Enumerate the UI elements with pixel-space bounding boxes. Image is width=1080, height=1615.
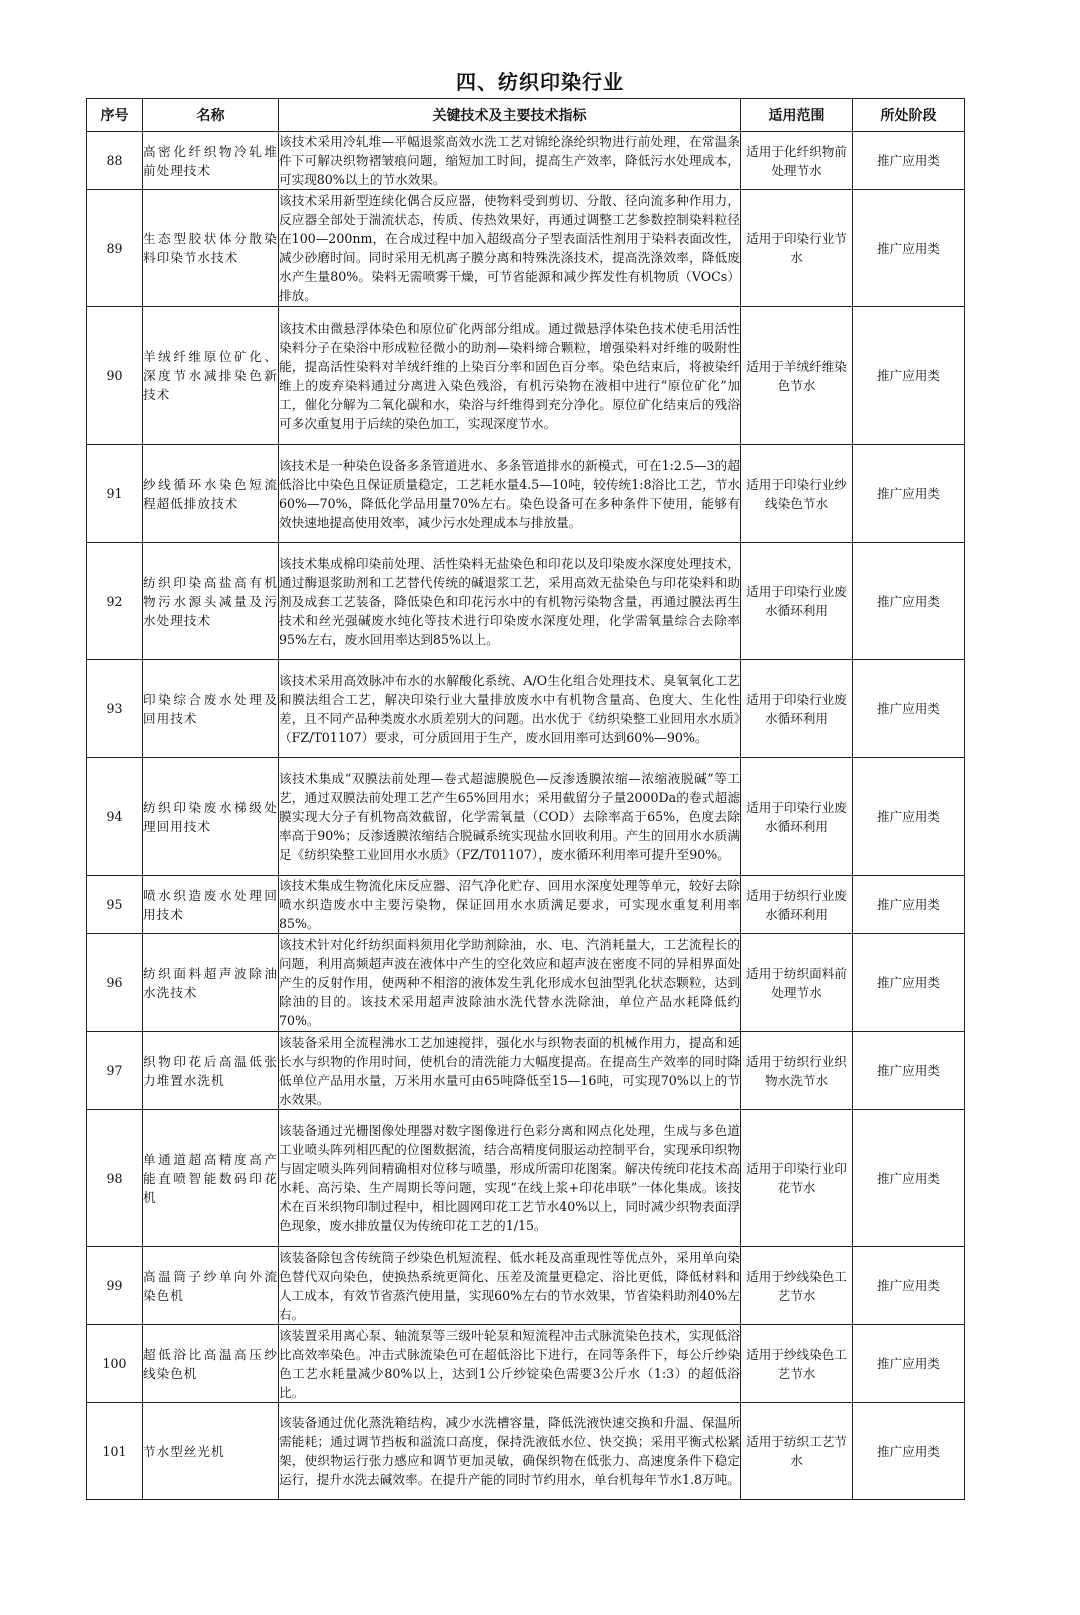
table-row <box>87 1403 965 1500</box>
tech-name: 喷水织造废水处理回用技术 <box>143 876 279 934</box>
row-number: 100 <box>87 1325 143 1403</box>
tech-name: 织物印花后高温低张力堆置水洗机 <box>143 1032 279 1110</box>
header-no: 序号 <box>87 99 143 132</box>
tech-scope: 适用于印染行业印花节水 <box>741 1110 853 1247</box>
tech-stage: 推广应用类 <box>853 132 965 190</box>
tech-description: 该技术采用新型连续化偶合反应器，使物料受到剪切、分散、径向流多种作用力，反应器全部处于湍流状态，传质、传热效果好，再通过调整工艺参数控制染料粒径在100—200nm，在合成过程中加入超级高分子型表面活性剂用于染料表面改性，减少砂磨时间。同时采用无机离子膜分离和特殊洗涤技术，提高洗涤效率，降低废水产生量80%。染料无需喷雾干燥，可节省能源和减少挥发性有机物质（VOCs）排放。 <box>279 190 741 307</box>
tech-scope: 适用于纺织面料前处理节水 <box>741 934 853 1032</box>
tech-description: 该装置采用离心泵、轴流泵等三级叶轮泵和短流程冲击式脉流染色技术，实现低浴比高效率染色。冲击式脉流染色可在超低浴比下进行，在同等条件下，每公斤纱染色工艺水耗量减少80%以上，达到1公斤纱锭染色需要3公斤水（1:3）的超低浴比。 <box>279 1325 741 1403</box>
row-number: 98 <box>87 1110 143 1247</box>
tech-stage: 推广应用类 <box>853 758 965 876</box>
tech-stage: 推广应用类 <box>853 543 965 660</box>
tech-description: 该装备采用全流程沸水工艺加速搅拌，强化水与织物表面的机械作用力，提高和延长水与织物的作用时间，使机台的清洗能力大幅度提高。在提高生产效率的同时降低单位产品用水量，万米用水量可由65吨降低至15—16吨，可实现70%以上的节水效果。 <box>279 1032 741 1110</box>
tech-name: 高温筒子纱单向外流染色机 <box>143 1247 279 1325</box>
tech-name: 节水型丝光机 <box>143 1403 279 1500</box>
row-number: 95 <box>87 876 143 934</box>
tech-name: 羊绒纤维原位矿化、深度节水减排染色新技术 <box>143 307 279 445</box>
tech-scope: 适用于印染行业纱线染色节水 <box>741 445 853 543</box>
tech-description: 该技术集成生物流化床反应器、沼气净化贮存、回用水深度处理等单元，较好去除喷水织造废水中主要污染物，保证回用水水质满足要求，可实现水重复利用率85%。 <box>279 876 741 934</box>
tech-scope: 适用于印染行业节水 <box>741 190 853 307</box>
tech-description: 该技术由微悬浮体染色和原位矿化两部分组成。通过微悬浮体染色技术使毛用活性染料分子在染浴中形成粒径微小的助剂—染料缔合颗粒，增强染料对纤维的吸附性能，提高活性染料对羊绒纤维的上染百分率和固色百分率。染色结束后，将被染纤维上的废弃染料通过分离进入染色残浴，有机污染物在液相中进行“原位矿化”加工，催化分解为二氧化碳和水，染浴与纤维得到充分净化。原位矿化结束后的残浴可多次重复用于后续的染色加工，实现深度节水。 <box>279 307 741 445</box>
tech-scope: 适用于纺织工艺节水 <box>741 1403 853 1500</box>
tech-scope: 适用于印染行业废水循环利用 <box>741 758 853 876</box>
row-number: 89 <box>87 190 143 307</box>
tech-name: 纺织印染废水梯级处理回用技术 <box>143 758 279 876</box>
tech-stage: 推广应用类 <box>853 660 965 758</box>
tech-stage: 推广应用类 <box>853 307 965 445</box>
tech-scope: 适用于印染行业废水循环利用 <box>741 660 853 758</box>
tech-description: 该技术针对化纤纺织面料须用化学助剂除油，水、电、汽消耗量大，工艺流程长的问题，利用高频超声波在液体中产生的空化效应和超声波在密度不同的异相界面处产生的反射作用，使两种不相溶的液体发生乳化形成水包油型乳化状态颗粒，达到除油的目的。该技术采用超声波除油水洗代替水洗除油，单位产品水耗降低约70%。 <box>279 934 741 1032</box>
row-number: 88 <box>87 132 143 190</box>
tech-scope: 适用于纱线染色工艺节水 <box>741 1247 853 1325</box>
tech-scope: 适用于纱线染色工艺节水 <box>741 1325 853 1403</box>
tech-name: 超低浴比高温高压纱线染色机 <box>143 1325 279 1403</box>
tech-description: 该装备通过优化蒸洗箱结构，减少水洗槽容量，降低洗液快速交换和升温、保温所需能耗；通过调节挡板和溢流口高度，保持洗液低水位、快交换；采用平衡式松紧架，使织物运行张力感应和调节更加灵敏，确保织物在低张力、高速度条件下稳定运行，提升水洗去碱效率。在提升产能的同时节约用水，单台机每年节水1.8万吨。 <box>279 1403 741 1500</box>
header-name: 名称 <box>143 99 279 132</box>
tech-description: 该技术是一种染色设备多条管道进水、多条管道排水的新模式，可在1:2.5—3的超低浴比中染色且保证质量稳定，工艺耗水量4.5—10吨，较传统1:8浴比工艺，节水60%—70%，降低化学品用量70%左右。染色设备可在多种条件下使用，能够有效快速地提高使用效率，减少污水处理成本与排放量。 <box>279 445 741 543</box>
table-row <box>87 1325 965 1403</box>
table-row <box>87 934 965 1032</box>
header-stage: 所处阶段 <box>853 99 965 132</box>
table-row <box>87 1247 965 1325</box>
table-row <box>87 876 965 934</box>
tech-stage: 推广应用类 <box>853 1032 965 1110</box>
row-number: 94 <box>87 758 143 876</box>
page-title: 四、纺织印染行业 <box>456 70 624 94</box>
tech-name: 纺织面料超声波除油水洗技术 <box>143 934 279 1032</box>
tech-stage: 推广应用类 <box>853 1325 965 1403</box>
technology-table <box>86 98 965 1500</box>
table-row <box>87 543 965 660</box>
tech-stage: 推广应用类 <box>853 190 965 307</box>
table-row <box>87 190 965 307</box>
tech-stage: 推广应用类 <box>853 934 965 1032</box>
table-header-row <box>87 99 965 132</box>
tech-scope: 适用于化纤织物前处理节水 <box>741 132 853 190</box>
tech-name: 高密化纤织物冷轧堆前处理技术 <box>143 132 279 190</box>
tech-stage: 推广应用类 <box>853 876 965 934</box>
tech-name: 印染综合废水处理及回用技术 <box>143 660 279 758</box>
row-number: 101 <box>87 1403 143 1500</box>
tech-description: 该装备通过光栅图像处理器对数字图像进行色彩分离和网点化处理，生成与多色道工业喷头阵列相匹配的位图数据流，结合高精度伺服运动控制平台，实现承印织物与固定喷头阵列间精确相对位移与喷墨，形成所需印花图案。解决传统印花技术高水耗、高污染、生产周期长等问题，实现“在线上浆+印花串联”一体化集成。该技术在百米织物印制过程中，相比圆网印花工艺节水40%以上，同时减少织物表面浮色现象，废水排放量仅为传统印花工艺的1/15。 <box>279 1110 741 1247</box>
tech-name: 单通道超高精度高产能直喷智能数码印花机 <box>143 1110 279 1247</box>
header-desc: 关键技术及主要技术指标 <box>279 99 741 132</box>
row-number: 91 <box>87 445 143 543</box>
tech-description: 该技术采用高效脉冲布水的水解酸化系统、A/O生化组合处理技术、臭氧氧化工艺和膜法组合工艺，解决印染行业大量排放废水中有机物含量高、色度大、生化性差，且不同产品种类废水水质差别大的问题。出水优于《纺织染整工业回用水水质》（FZ/T01107）要求，可分质回用于生产，废水回用率可达到60%—90%。 <box>279 660 741 758</box>
tech-stage: 推广应用类 <box>853 1110 965 1247</box>
table-row <box>87 445 965 543</box>
row-number: 99 <box>87 1247 143 1325</box>
row-number: 93 <box>87 660 143 758</box>
row-number: 92 <box>87 543 143 660</box>
tech-name: 生态型胶状体分散染料印染节水技术 <box>143 190 279 307</box>
table-row <box>87 307 965 445</box>
tech-stage: 推广应用类 <box>853 1247 965 1325</box>
tech-name: 纱线循环水染色短流程超低排放技术 <box>143 445 279 543</box>
tech-description: 该技术采用冷轧堆—平幅退浆高效水洗工艺对锦纶涤纶织物进行前处理，在常温条件下可解决织物褶皱痕问题，缩短加工时间，提高生产效率，降低污水处理成本，可实现80%以上的节水效果。 <box>279 132 741 190</box>
table-row <box>87 1110 965 1247</box>
table-row <box>87 758 965 876</box>
table-row <box>87 1032 965 1110</box>
tech-name: 纺织印染高盐高有机物污水源头减量及污水处理技术 <box>143 543 279 660</box>
tech-scope: 适用于羊绒纤维染色节水 <box>741 307 853 445</box>
tech-stage: 推广应用类 <box>853 445 965 543</box>
row-number: 97 <box>87 1032 143 1110</box>
table-row <box>87 132 965 190</box>
tech-description: 该技术集成棉印染前处理、活性染料无盐染色和印花以及印染废水深度处理技术，通过酶退浆助剂和工艺替代传统的碱退浆工艺，采用高效无盐染色与印花染料和助剂及成套工艺装备，降低染色和印花污水中的有机物污染物含量，再通过膜法再生技术和丝光强碱废水纯化等技术进行印染废水深度处理，化学需氧量综合去除率95%左右，废水回用率达到85%以上。 <box>279 543 741 660</box>
tech-description: 该装备除包含传统筒子纱染色机短流程、低水耗及高重现性等优点外，采用单向染色替代双向染色，使换热系统更简化、压差及流量更稳定、浴比更低，降低材料和人工成本，有效节省蒸汽使用量，实现60%左右的节水效果，节省染料助剂40%左右。 <box>279 1247 741 1325</box>
table-row <box>87 660 965 758</box>
row-number: 96 <box>87 934 143 1032</box>
tech-scope: 适用于纺织行业织物水洗节水 <box>741 1032 853 1110</box>
tech-scope: 适用于纺织行业废水循环利用 <box>741 876 853 934</box>
tech-scope: 适用于印染行业废水循环利用 <box>741 543 853 660</box>
row-number: 90 <box>87 307 143 445</box>
tech-description: 该技术集成“双膜法前处理—卷式超滤膜脱色—反渗透膜浓缩—浓缩液脱碱”等工艺，通过双膜法前处理工艺产生65%回用水；采用截留分子量2000Da的卷式超滤膜实现大分子有机物高效截留，化学需氧量（COD）去除率高于65%，色度去除率高于90%；反渗透膜浓缩结合脱碱系统实现盐水回收利用。产生的回用水水质满足《纺织染整工业回用水水质》（FZ/T01107），废水循环利用率可提升至90%。 <box>279 758 741 876</box>
header-scope: 适用范围 <box>741 99 853 132</box>
tech-stage: 推广应用类 <box>853 1403 965 1500</box>
